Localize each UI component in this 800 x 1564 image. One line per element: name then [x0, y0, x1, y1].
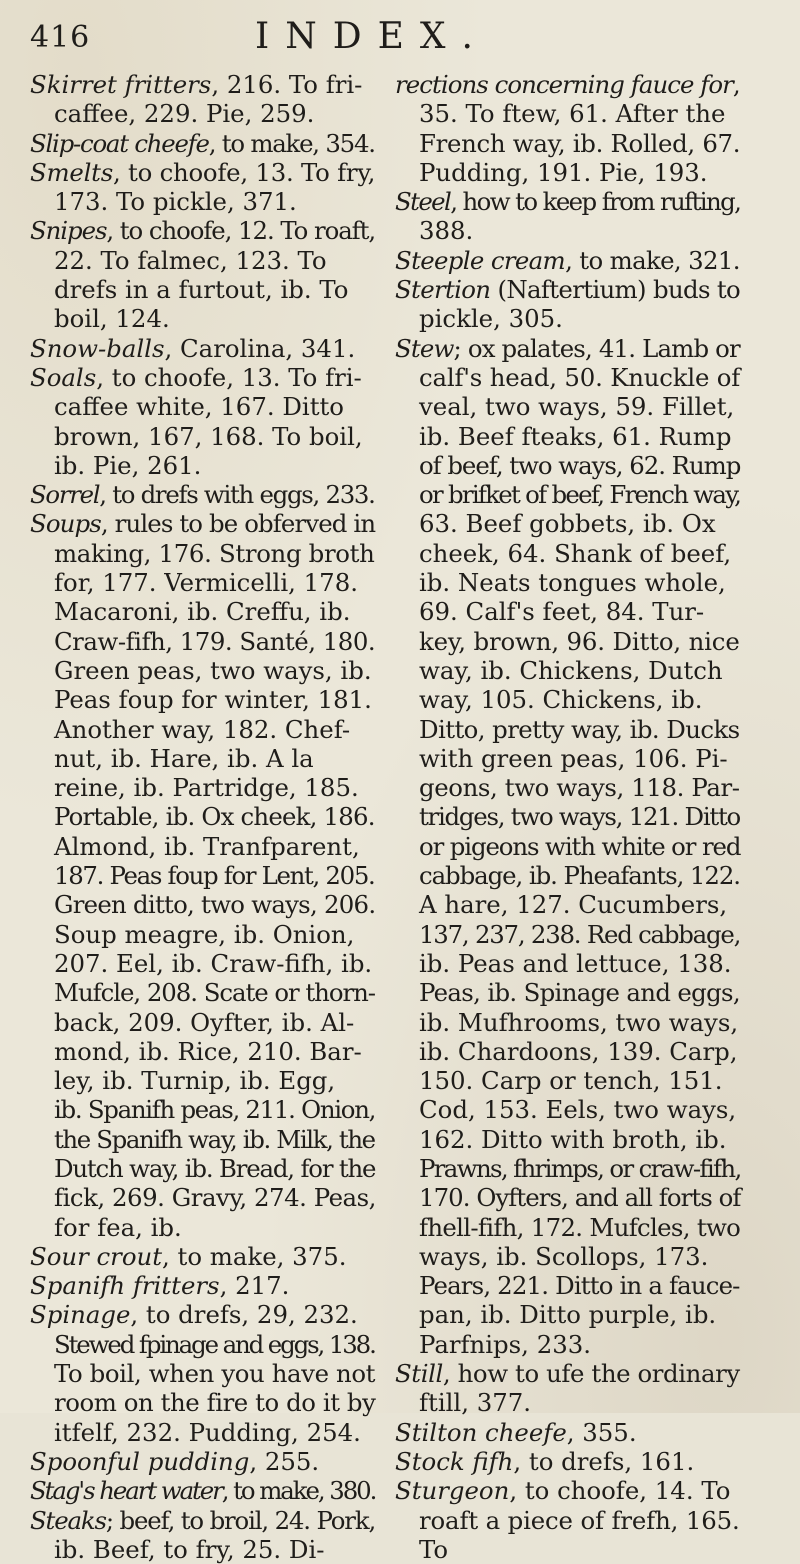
index-entry-line	[30, 1506, 375, 1535]
index-entry-line	[395, 70, 740, 99]
index-entry-line: ib. Mufhrooms, two ways,	[419, 1007, 739, 1037]
index-headword: Skirret fritters	[30, 70, 212, 99]
index-entry-line	[30, 363, 375, 392]
index-entry-text: , to drefs, 161.	[513, 1446, 695, 1476]
index-headword: Slip-coat cheefe	[30, 128, 209, 158]
index-entry-line: for, 177. Vermicelli, 178.	[54, 568, 358, 598]
index-entry-text: ; beef, to broil, 24. Pork,	[105, 1505, 376, 1535]
index-entry-line: To boil, when you have not	[54, 1359, 376, 1389]
index-entry-line: ib. Chardoons, 139. Carp,	[419, 1036, 738, 1066]
index-headword: Steeple cream	[395, 245, 566, 275]
index-headword: Snow-balls	[30, 333, 165, 363]
index-entry-line: calf's head, 50. Knuckle of	[419, 362, 741, 392]
index-entry	[30, 363, 375, 480]
index-entry-line: or pigeons with white or red	[419, 831, 741, 861]
index-headword: Soals	[30, 362, 97, 392]
index-entry-text: , how to keep from rufting,	[450, 187, 741, 217]
index-entry-line: mond, ib. Rice, 210. Bar-	[54, 1036, 362, 1066]
index-entry-line: 35. To ftew, 61. After the	[419, 99, 726, 129]
index-entry-text: , to drefs, 29, 232.	[130, 1300, 358, 1330]
index-entry-line: itfelf, 232. Pudding, 254.	[54, 1417, 361, 1447]
index-entry	[395, 187, 740, 246]
index-entry-line: back, 209. Oyfter, ib. Al-	[54, 1007, 355, 1037]
index-entry-text: , to choofe, 12. To roaft,	[106, 216, 376, 246]
index-entry-text: , to choofe, 14. To	[509, 1476, 731, 1506]
index-entry-text: , 355.	[566, 1417, 637, 1447]
index-entry-line: Pudding, 191. Pie, 193.	[419, 157, 708, 187]
index-entry	[30, 1242, 375, 1271]
index-entry	[30, 509, 375, 1241]
index-entry	[395, 70, 740, 187]
index-entry-line: roaft a piece of frefh, 165.	[419, 1505, 740, 1535]
index-entry-line: To	[419, 1534, 449, 1564]
index-entry-line: way, ib. Chickens, Dutch	[419, 655, 723, 685]
index-entry-line: veal, two ways, 59. Fillet,	[419, 392, 735, 422]
index-headword: rections concerning fauce for	[395, 70, 733, 99]
index-entry-text: , to choofe, 13. To fry,	[113, 157, 376, 187]
index-entry	[30, 216, 375, 333]
index-entry-text: , to drefs with eggs, 233.	[99, 480, 375, 510]
index-entry-line	[30, 480, 375, 509]
index-entry-text: , to make, 354.	[208, 128, 375, 158]
index-entry-line: Prawns, fhrimps, or craw-fifh,	[419, 1153, 741, 1183]
index-entry-line: tridges, two ways, 121. Ditto	[419, 802, 740, 832]
index-entry	[30, 1476, 375, 1505]
index-entry-line: Macaroni, ib. Creffu, ib.	[54, 597, 351, 627]
index-entry-line: 63. Beef gobbets, ib. Ox	[419, 509, 716, 539]
index-entry-line	[395, 1447, 740, 1476]
index-entry-line: 207. Eel, ib. Craw-fifh, ib.	[54, 948, 373, 978]
index-entry-line: 69. Calf's feet, 84. Tur-	[419, 597, 705, 627]
index-entry	[30, 480, 375, 509]
index-entry-line: 173. To pickle, 371.	[54, 187, 297, 217]
index-entry-line: ib. Beef fteaks, 61. Rump	[419, 421, 732, 451]
index-entry-line	[30, 70, 375, 99]
index-entry-line: Green peas, two ways, ib.	[54, 655, 372, 685]
index-entry-line: key, brown, 96. Ditto, nice	[419, 626, 740, 656]
index-entry-text: , 216. To fri-	[211, 70, 363, 99]
index-entry-line: Mufcle, 208. Scate or thorn-	[54, 978, 375, 1008]
index-entry	[30, 1271, 375, 1300]
index-headword: Stilton cheefe	[395, 1417, 567, 1447]
index-entry-line: with green peas, 106. Pi-	[419, 743, 728, 773]
index-entry-line: 137, 237, 238. Red cabbage,	[419, 919, 741, 949]
index-column-right	[395, 70, 740, 1564]
index-entry-line	[395, 1359, 740, 1388]
index-entry-line: fick, 269. Gravy, 274. Peas,	[54, 1183, 376, 1213]
index-entry	[395, 1476, 740, 1564]
index-entry	[30, 70, 375, 129]
index-headword: Sour crout	[30, 1241, 163, 1271]
index-entry	[30, 158, 375, 217]
index-entry-line: Stewed fpinage and eggs, 138.	[54, 1329, 375, 1359]
index-headword: Sorrel	[30, 480, 100, 510]
index-headword: Snipes	[30, 216, 107, 246]
index-entry-text: , 255.	[249, 1446, 320, 1476]
index-entry-line: French way, ib. Rolled, 67.	[419, 128, 741, 158]
index-entry-line: cheek, 64. Shank of beef,	[419, 538, 732, 568]
index-entry-line	[395, 275, 740, 304]
index-entry-text: ,	[732, 70, 740, 99]
index-entry-line: 162. Ditto with broth, ib.	[419, 1124, 727, 1154]
index-entry-line: 170. Oyfters, and all forts of	[419, 1183, 741, 1213]
index-headword: Spinage	[30, 1300, 131, 1330]
index-entry-line: ley, ib. Turnip, ib. Egg,	[54, 1066, 336, 1096]
index-entry-line: ib. Spanifh peas, 211. Onion,	[54, 1095, 376, 1125]
index-entry-line: or brifket of beef, French way,	[419, 480, 741, 510]
index-entry-text: , to choofe, 13. To fri-	[96, 362, 362, 392]
index-entry-line: for fea, ib.	[54, 1212, 182, 1242]
index-entry-line	[30, 509, 375, 538]
index-headword: Still	[395, 1359, 443, 1389]
index-entry	[30, 129, 375, 158]
index-entry-line	[30, 1271, 375, 1300]
index-entry-line: ib. Beef, to fry, 25. Di-	[54, 1534, 325, 1564]
index-entry	[30, 334, 375, 363]
index-entry-line: Peas, ib. Spinage and eggs,	[419, 978, 740, 1008]
index-entry-line	[30, 129, 375, 158]
index-entry-line: ftill, 377.	[419, 1388, 532, 1418]
index-entry-line: cabbage, ib. Pheafants, 122.	[419, 861, 740, 891]
index-entry-line: the Spanifh way, ib. Milk, the	[54, 1124, 375, 1154]
index-entry-text: ; ox palates, 41. Lamb or	[453, 333, 740, 363]
index-entry-text: , Carolina, 341.	[164, 333, 356, 363]
index-entry-line: fhell-fifh, 172. Mufcles, two	[419, 1212, 741, 1242]
index-entry	[395, 246, 740, 275]
index-headword: Steel	[395, 187, 451, 217]
running-head: INDEX.	[255, 16, 489, 57]
index-entry-text: , to make, 375.	[162, 1241, 347, 1271]
index-headword: Stag's heart water	[30, 1476, 222, 1506]
index-column-left	[30, 70, 375, 1564]
index-entry-line: ib. Peas and lettuce, 138.	[419, 948, 732, 978]
index-entry-line	[395, 187, 740, 216]
index-entry	[395, 334, 740, 1359]
index-entry-line: ways, ib. Scollops, 173.	[419, 1241, 709, 1271]
index-entry-line: ib. Pie, 261.	[54, 450, 202, 480]
index-entry-line: room on the fire to do it by	[54, 1388, 376, 1418]
index-entry-line: way, 105. Chickens, ib.	[419, 685, 703, 715]
index-entry-line: pan, ib. Ditto purple, ib.	[419, 1300, 717, 1330]
index-entry-line: Peas foup for winter, 181.	[54, 685, 372, 715]
index-entry-line	[395, 246, 740, 275]
index-entry-line: Cod, 153. Eels, two ways,	[419, 1095, 737, 1125]
index-headword: Stew	[395, 333, 454, 363]
index-entry-line: nut, ib. Hare, ib. A la	[54, 743, 314, 773]
index-entry-line: making, 176. Strong broth	[54, 538, 375, 568]
index-entry-line: caffee white, 167. Ditto	[54, 392, 344, 422]
index-entry-line: Soup meagre, ib. Onion,	[54, 919, 355, 949]
index-entry-text: (Naftertium) buds to	[497, 275, 741, 305]
index-entry-line: of beef, two ways, 62. Rump	[419, 450, 741, 480]
index-entry-line: geons, two ways, 118. Par-	[419, 773, 740, 803]
page-number: 416	[30, 20, 91, 55]
index-entry-text: , 217.	[219, 1271, 290, 1301]
index-entry-line: Almond, ib. Tranfparent,	[54, 831, 360, 861]
page-header	[0, 14, 800, 74]
index-headword: Stertion	[395, 275, 498, 305]
index-entry-text: , rules to be obferved in	[100, 509, 376, 539]
index-headword: Smelts	[30, 157, 113, 187]
index-entry-line: Ditto, pretty way, ib. Ducks	[419, 714, 740, 744]
index-entry	[395, 1418, 740, 1447]
index-entry-line	[395, 334, 740, 363]
index-entry-line: A hare, 127. Cucumbers,	[419, 890, 728, 920]
index-entry-line: 187. Peas foup for Lent, 205.	[54, 861, 375, 891]
index-entry-line: Another way, 182. Chef-	[54, 714, 351, 744]
index-headword: Soups	[30, 509, 101, 539]
index-entry-line: pickle, 305.	[419, 304, 563, 334]
index-entry-line	[30, 334, 375, 363]
index-entry-text: , how to ufe the ordinary	[442, 1359, 740, 1389]
index-entry-line	[30, 1300, 375, 1329]
index-entry-line: ib. Neats tongues whole,	[419, 568, 726, 598]
index-entry-line	[30, 1242, 375, 1271]
index-entry-line	[395, 1418, 740, 1447]
index-entry-line: drefs in a furtout, ib. To	[54, 275, 349, 305]
index-entry-line: Green ditto, two ways, 206.	[54, 890, 376, 920]
index-entry-line	[30, 216, 375, 245]
index-entry-line: 388.	[419, 216, 474, 246]
index-entry-line: brown, 167, 168. To boil,	[54, 421, 363, 451]
index-entry-line: Pears, 221. Ditto in a fauce-	[419, 1271, 740, 1301]
index-entry	[30, 1300, 375, 1446]
index-entry	[395, 1359, 740, 1418]
index-entry	[30, 1506, 375, 1564]
index-entry-text: , to make, 380.	[221, 1476, 376, 1506]
index-entry-line: Parfnips, 233.	[419, 1329, 591, 1359]
index-entry-line: reine, ib. Partridge, 185.	[54, 773, 359, 803]
index-entry-line: caffee, 229. Pie, 259.	[54, 99, 315, 129]
index-entry-line	[30, 158, 375, 187]
index-entry	[30, 1447, 375, 1476]
index-entry-line: Dutch way, ib. Bread, for the	[54, 1153, 376, 1183]
index-headword: Stock fifh	[395, 1446, 514, 1476]
index-entry	[395, 275, 740, 334]
index-entry-line: boil, 124.	[54, 304, 170, 334]
index-entry-line: Craw-fifh, 179. Santé, 180.	[54, 626, 376, 656]
index-entry-line: Portable, ib. Ox cheek, 186.	[54, 802, 375, 832]
index-entry-line	[30, 1447, 375, 1476]
index-headword: Spoonful pudding	[30, 1446, 250, 1476]
index-entry-line: 150. Carp or tench, 151.	[419, 1066, 723, 1096]
index-entry-text: , to make, 321.	[565, 245, 740, 275]
index-entry-line	[395, 1476, 740, 1505]
index-headword: Steaks	[30, 1505, 106, 1535]
index-entry	[395, 1447, 740, 1476]
index-entry-line: 22. To falmec, 123. To	[54, 245, 327, 275]
index-headword: Spanifh fritters	[30, 1271, 220, 1301]
index-headword: Sturgeon	[395, 1476, 510, 1506]
index-entry-line	[30, 1476, 375, 1505]
